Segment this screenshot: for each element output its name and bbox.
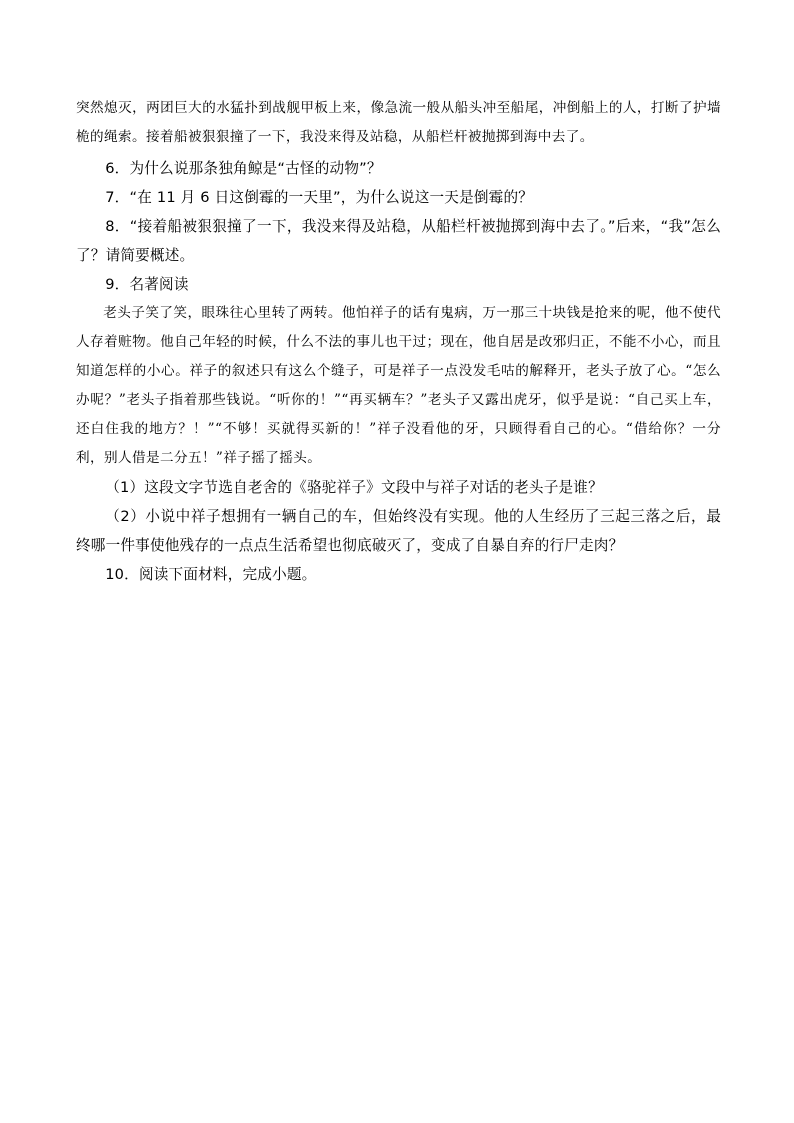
question-8: 8．“接着船被狠狠撞了一下，我没来得及站稳，从船栏杆被抛掷到海中去了。”后来，“我”怎么了？请简要概述。 [76,218,721,264]
question-10: 10．阅读下面材料，完成小题。 [105,566,317,583]
question-9-sub-2: （2）小说中祥子想拥有一辆自己的车，但始终没有实现。他的人生经历了三起三落之后，最终哪一件事使他残存的一点点生活希望也彻底破灭了，变成了自暴自弃的行尸走肉？ [76,508,721,554]
question-9-passage: 老头子笑了笑，眼珠往心里转了两转。他怕祥子的话有鬼病，万一那三十块钱是抢来的呢，他不使代人存着赃物。他自己年轻的时候，什么不法的事儿也干过；现在，他自居是改邪归正，不能不小心，而且知道怎样的小心。祥子的叙述只有这么个缝子，可是祥子一点没发毛咕的解释开，老头子放了心。“怎么办呢？”老头子指着那些钱说。“听你的！”“再买辆车？”老头子又露出虎牙，似乎是说：“自己买上车，还白住我的地方？！”“不够！买就得买新的！”祥子没看他的牙，只顾得看自己的心。“借给你？一分利，别人借是二分五！”祥子摇了摇头。 [76,305,721,466]
question-9-heading: 9．名著阅读 [105,276,189,293]
question-7: 7．“在 11 月 6 日这倒霉的一天里”，为什么说这一天是倒霉的？ [105,189,534,206]
question-6: 6．为什么说那条独角鲸是“古怪的动物”？ [105,160,382,177]
passage-continuation: 突然熄灭，两团巨大的水猛扑到战舰甲板上来，像急流一般从船头冲至船尾，冲倒船上的人，打断了护墙桅的绳索。接着船被狠狠撞了一下，我没来得及站稳，从船栏杆被抛掷到海中去了。 [76,100,721,145]
question-9-sub-1: （1）这段文字节选自老舍的《骆驼祥子》文段中与祥子对话的老头子是谁？ [105,479,603,496]
document-page [76,94,721,589]
